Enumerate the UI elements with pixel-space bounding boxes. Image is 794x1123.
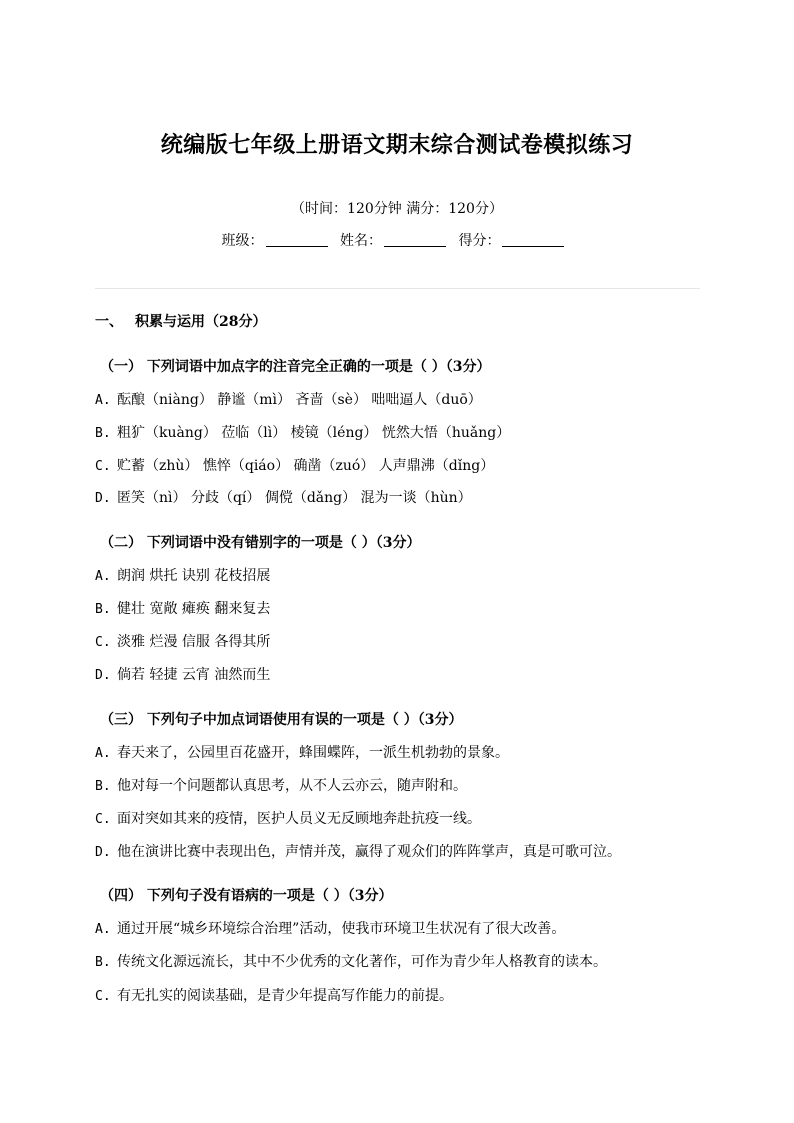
question-heading: （一） 下列词语中加点字的注音完全正确的一项是（ ）（3分） [100,359,491,375]
option-row [95,389,482,409]
time-score-info: （时间：120分钟 满分：120分） [291,201,503,217]
option-row [95,985,453,1005]
name-label: 姓名： [340,233,382,249]
option-row [95,775,467,795]
option-text: 有无扎实的阅读基础，是青少年提高写作能力的前提。 [117,988,453,1004]
option-text: 倘若 轻捷 云宵 油然而生 [117,667,271,683]
section-number: 一、 [95,314,123,330]
option-row [95,918,565,938]
option-label: B. [95,955,111,970]
option-label: B. [95,779,111,794]
option-label: B. [95,426,111,441]
option-row [95,455,494,475]
option-text: 淡雅 烂漫 信服 各得其所 [117,634,271,650]
question-heading: （四） 下列句子没有语病的一项是（ ）（3分） [100,888,393,904]
option-label: C. [95,812,111,827]
option-label: D. [95,845,111,860]
question-heading: （三） 下列句子中加点词语使用有误的一项是（ ）（3分） [100,712,463,728]
option-text: 传统文化源远流长，其中不少优秀的文化著作，可作为青少年人格教育的读本。 [117,954,607,970]
option-row [95,951,607,971]
option-label: A. [95,393,111,408]
option-row [95,742,509,762]
option-text: 匿笑（nì） 分歧（qí） 倜傥（dǎng） 混为一谈（hùn） [117,490,472,506]
option-label: C. [95,989,111,1004]
option-text: 朗润 烘托 诀别 花枝招展 [117,568,271,584]
name-blank [384,232,446,247]
option-label: C. [95,635,111,650]
option-row [95,565,270,585]
option-label: D. [95,668,111,683]
option-label: A. [95,746,111,761]
option-row [95,487,472,507]
question-heading: （二） 下列词语中没有错别字的一项是（ ）（3分） [100,535,421,551]
class-label: 班级： [221,233,264,249]
option-text: 他在演讲比赛中表现出色，声情并茂，赢得了观众们的阵阵掌声，真是可歌可泣。 [117,844,621,860]
student-info-line [0,230,794,250]
option-label: C. [95,459,111,474]
option-label: A. [95,569,111,584]
option-text: 面对突如其来的疫情，医护人员义无反顾地奔赴抗疫一线。 [117,811,481,827]
option-row [95,631,270,651]
section-heading [95,311,266,331]
option-text: 健壮 宽敞 瘫痪 翻来复去 [117,601,271,617]
option-text: 春天来了，公园里百花盛开，蜂围蝶阵，一派生机勃勃的景象。 [117,745,509,761]
option-row [95,808,481,828]
divider [95,288,700,289]
option-text: 通过开展“城乡环境综合治理”活动，使我市环境卫生状况有了很大改善。 [117,921,566,937]
option-text: 他对每一个问题都认真思考，从不人云亦云，随声附和。 [117,778,467,794]
option-row [95,664,270,684]
score-blank [502,232,564,247]
option-label: A. [95,922,111,937]
option-row [95,598,270,618]
score-label: 得分： [458,233,501,249]
option-text: 粗犷（kuàng） 莅临（lì） 棱镜（léng） 恍然大悟（huǎng） [117,425,511,441]
page-title: 统编版七年级上册语文期末综合测试卷模拟练习 [160,132,634,158]
section-title: 积累与运用（28分） [135,314,267,330]
option-label: B. [95,602,111,617]
class-blank [266,232,328,247]
option-text: 酝酿（niàng） 静谧（mì） 吝啬（sè） 咄咄逼人（duō） [117,392,482,408]
option-row [95,841,621,861]
option-row [95,422,510,442]
option-label: D. [95,491,111,506]
option-text: 贮蓄（zhù） 憔悴（qiáo） 确凿（zuó） 人声鼎沸（dǐng） [117,458,495,474]
